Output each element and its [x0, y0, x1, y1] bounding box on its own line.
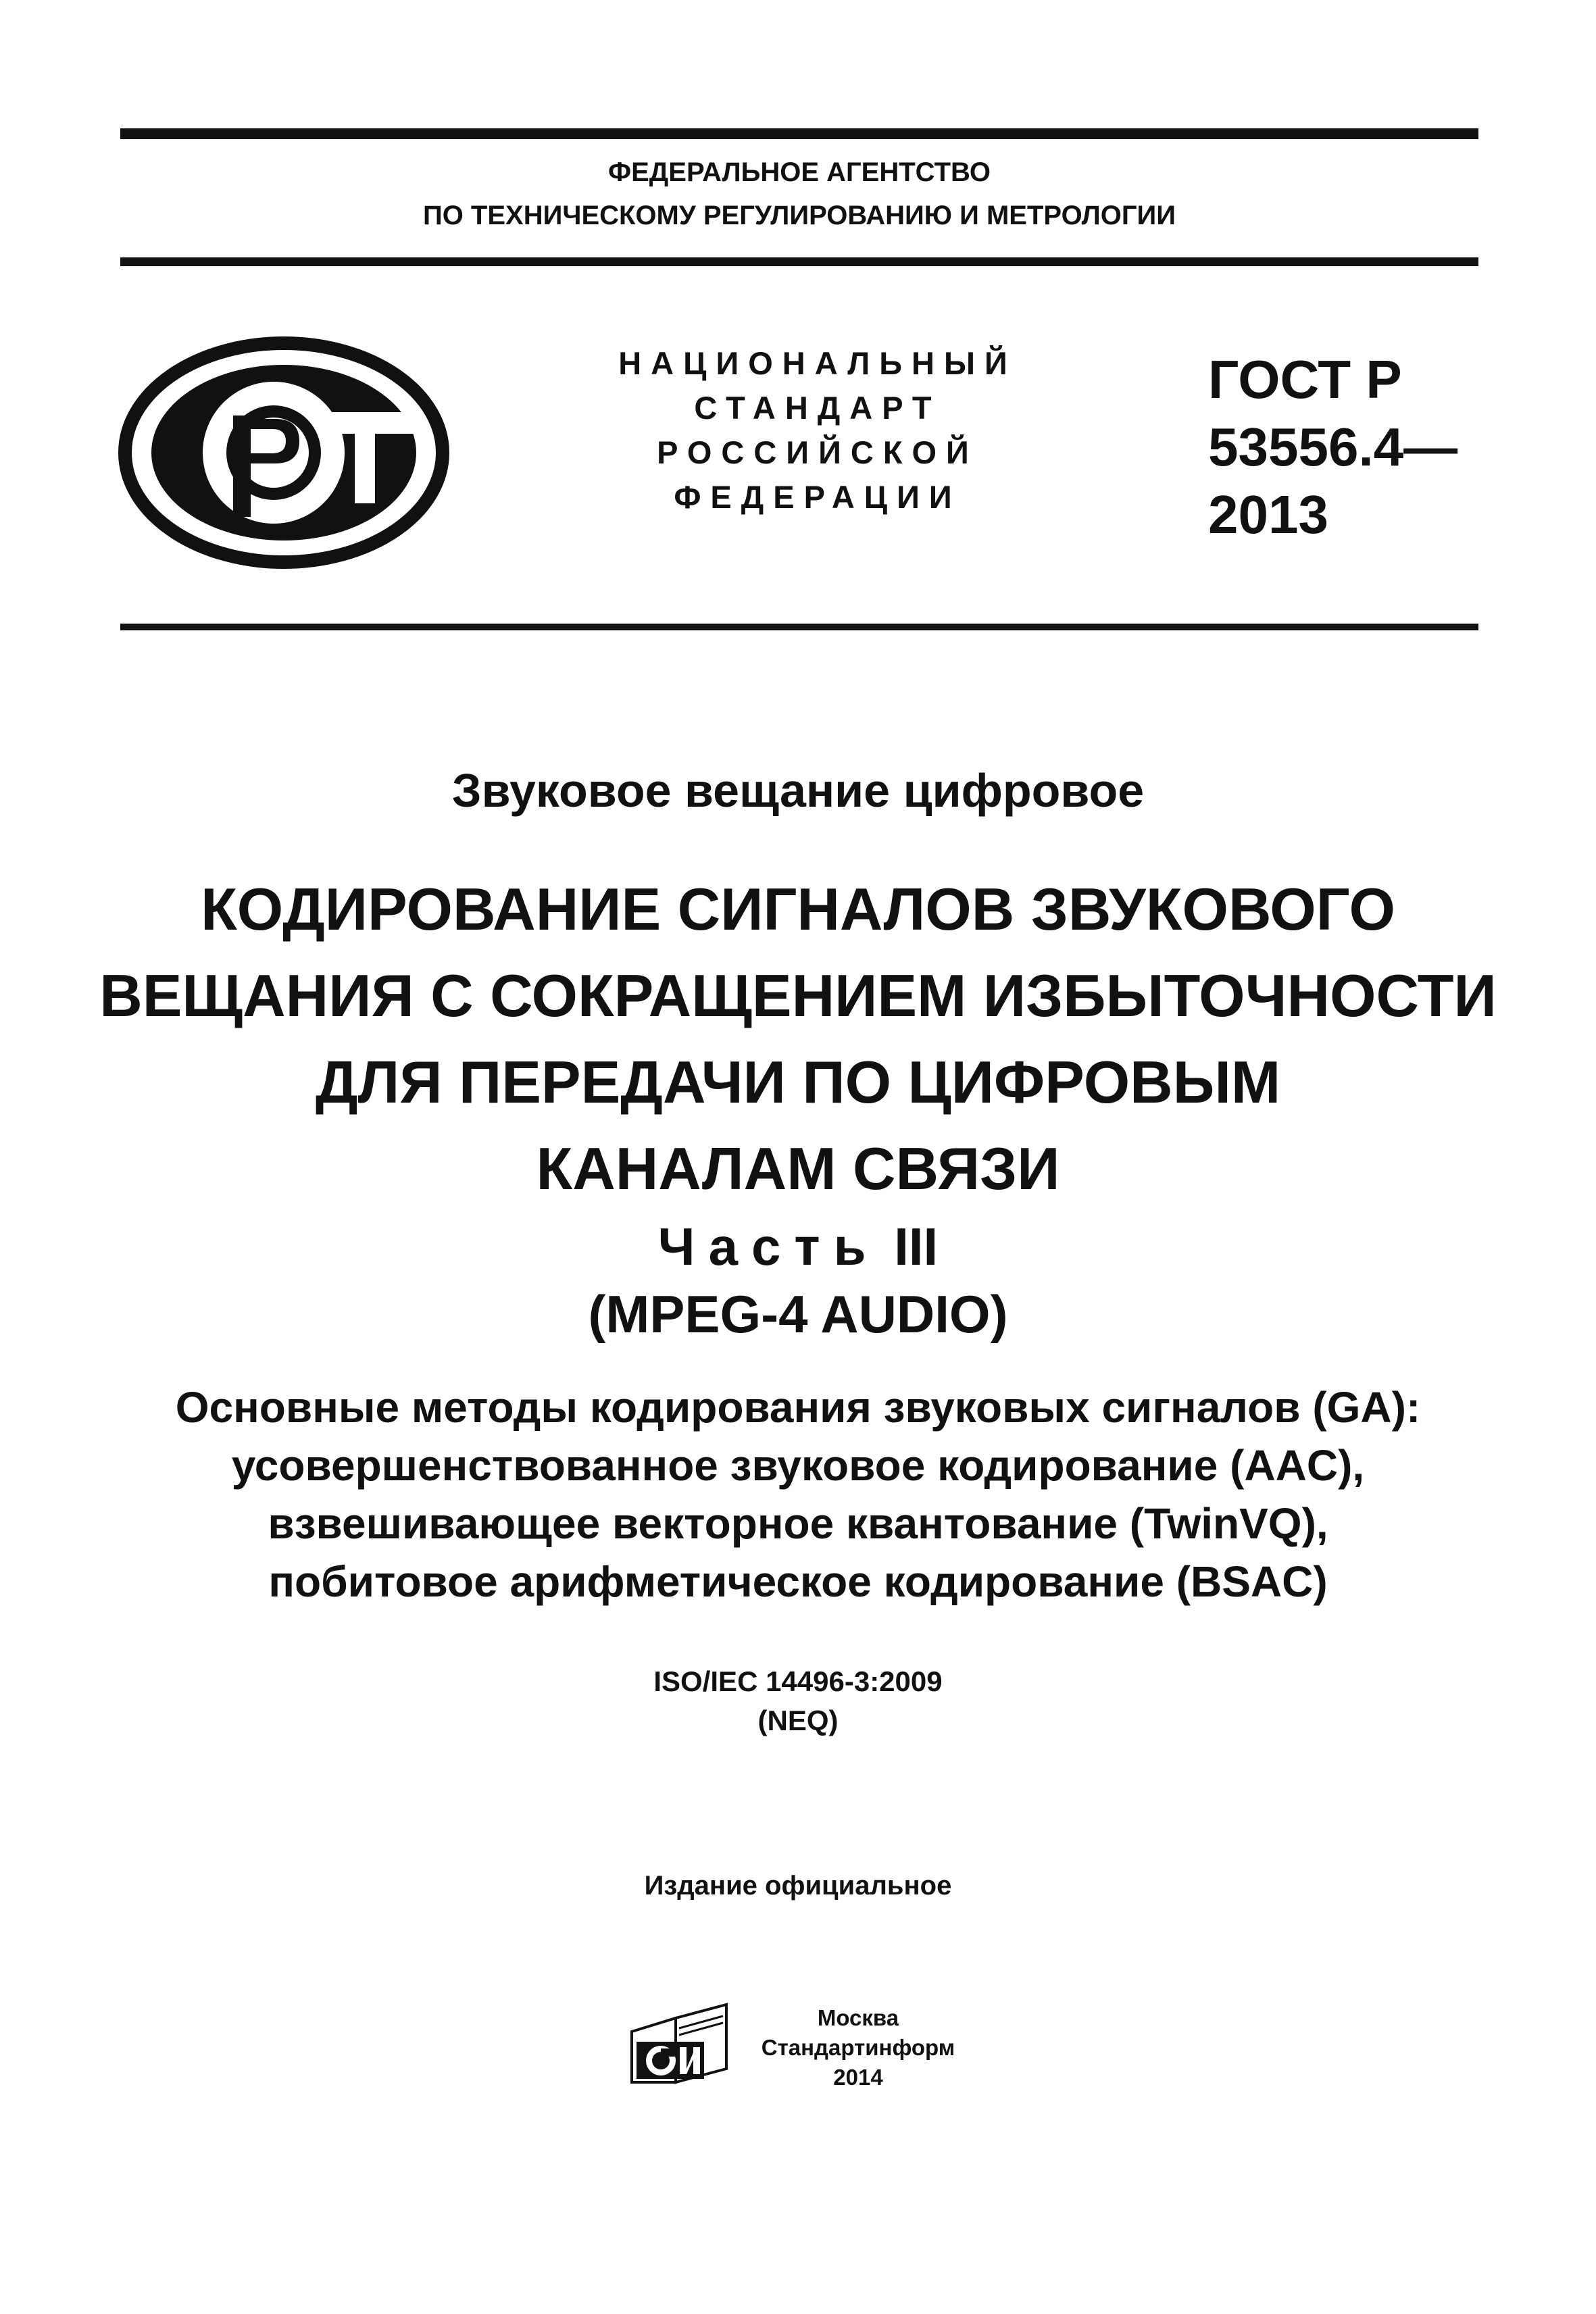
part-heading: [0, 1213, 1596, 1280]
gost-number: [1208, 346, 1457, 549]
publisher-name: Стандартинформ: [761, 2035, 955, 2060]
subtitle-line-4: побитовое арифметическое кодирование (BSAC): [268, 1557, 1328, 1606]
part-word: Часть: [657, 1217, 880, 1276]
publisher-info: [743, 2003, 973, 2092]
agency-name: [120, 151, 1478, 237]
gost-line-2: 53556.4—: [1208, 417, 1458, 477]
title-line-2: ВЕЩАНИЯ С СОКРАЩЕНИЕМ ИЗБЫТОЧНОСТИ: [99, 962, 1497, 1029]
title-line-1: КОДИРОВАНИЕ СИГНАЛОВ ЗВУКОВОГО: [201, 876, 1395, 942]
national-line-1: НАЦИОНАЛЬНЫЙ: [618, 345, 1017, 381]
iso-ref: ISO/IEC 14496-3:2009: [653, 1665, 943, 1697]
title-line-4: КАНАЛАМ СВЯЗИ: [536, 1135, 1060, 1202]
national-standard-label: [588, 341, 1047, 520]
document-subtitle: [0, 1378, 1596, 1611]
subtitle-line-2: усовершенствованное звуковое кодирование (AAC),: [231, 1441, 1365, 1490]
standard-rule: [120, 624, 1478, 630]
gost-line-3: 2013: [1208, 484, 1328, 545]
rst-logo-icon: [118, 334, 449, 574]
title-line-3: ДЛЯ ПЕРЕДАЧИ ПО ЦИФРОВЫМ: [315, 1049, 1281, 1115]
document-title: [0, 866, 1596, 1212]
agency-line-2: ПО ТЕХНИЧЕСКОМУ РЕГУЛИРОВАНИЮ И МЕТРОЛОГИИ: [422, 201, 1176, 230]
publisher-city: Москва: [817, 2005, 899, 2030]
subtitle-line-1: Основные методы кодирования звуковых сигналов (GA):: [175, 1383, 1421, 1432]
edition-label: Издание официальное: [644, 1871, 952, 1901]
standartinform-logo-icon: [628, 2001, 730, 2092]
iso-equivalence: (NEQ): [757, 1705, 839, 1736]
part-number: III: [894, 1217, 939, 1276]
top-rule: [120, 128, 1478, 139]
part-name: (MPEG-4 AUDIO): [588, 1284, 1008, 1344]
document-subject: Звуковое вещание цифровое: [451, 764, 1145, 817]
publisher-year: 2014: [833, 2065, 883, 2090]
national-line-2: СТАНДАРТ: [694, 390, 941, 426]
document-part: [0, 1213, 1596, 1348]
subtitle-line-3: взвешивающее векторное квантование (TwinVQ),: [268, 1499, 1328, 1548]
agency-line-1: ФЕДЕРАЛЬНОЕ АГЕНТСТВО: [607, 157, 991, 187]
national-line-4: ФЕДЕРАЦИИ: [674, 479, 962, 515]
national-line-3: РОССИЙСКОЙ: [657, 434, 978, 470]
agency-rule: [120, 257, 1478, 266]
iso-reference: [0, 1662, 1596, 1740]
gost-line-1: ГОСТ Р: [1208, 349, 1402, 409]
